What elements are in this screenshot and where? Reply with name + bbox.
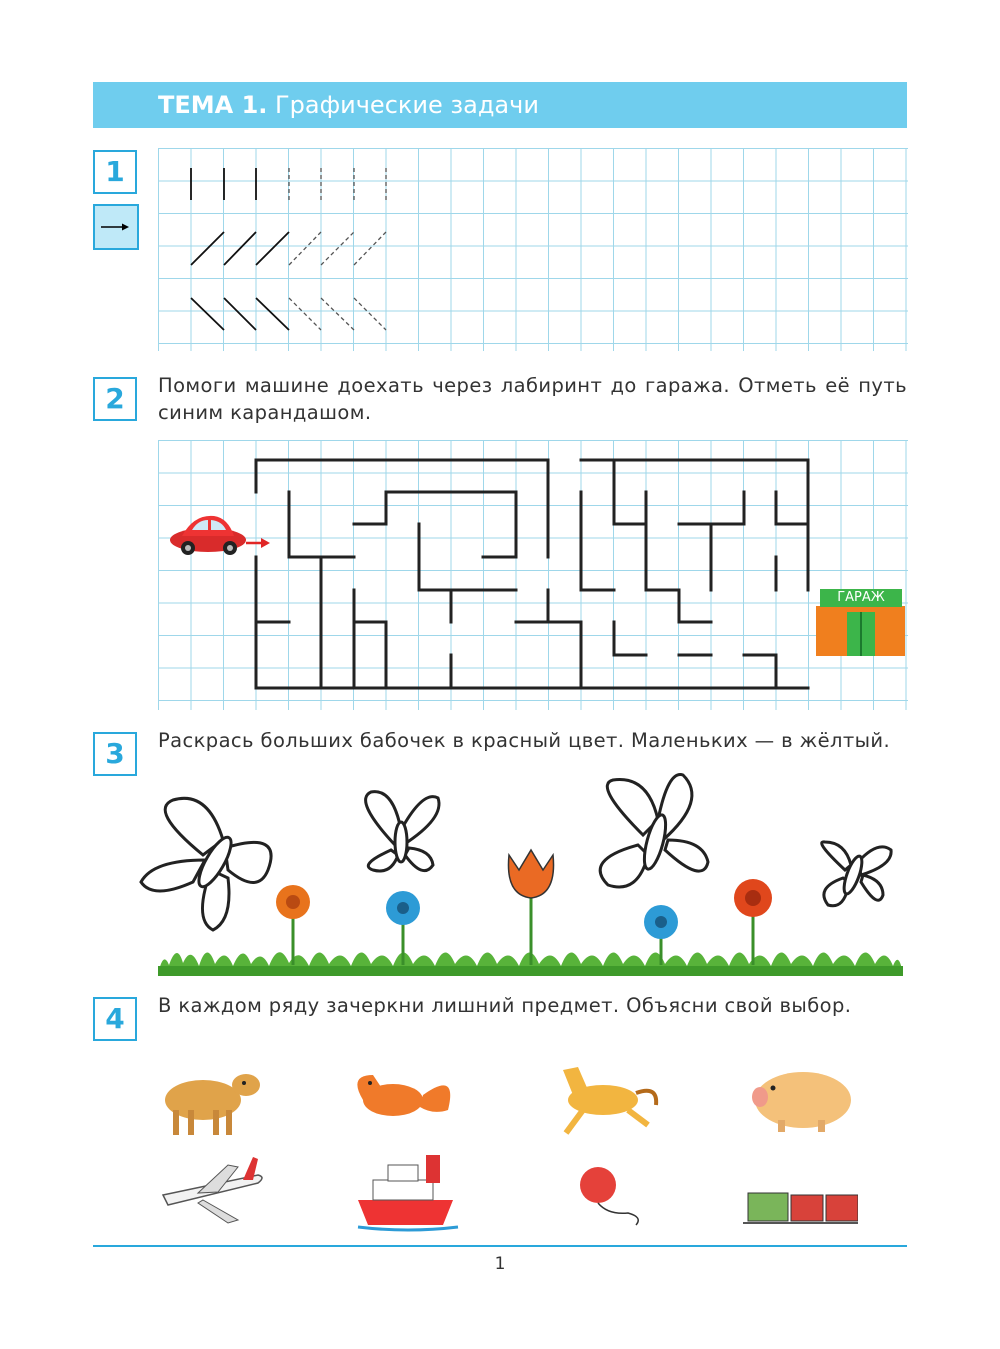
train-icon[interactable] [743,1193,858,1223]
continue-pattern-marker [93,204,139,250]
arrow-right-icon [95,206,137,248]
odd-one-out-pictures[interactable] [158,1055,858,1235]
small-butterfly-icon [822,842,891,906]
task1-pattern-grid[interactable] [158,148,908,351]
task2-instruction: Помоги машине доехать через лабиринт до гаража. Отметь её путь синим карандашом. [158,374,907,424]
blue-flower-icon [386,891,420,965]
car-icon [170,516,246,555]
pattern-strokes [158,148,908,351]
task-number-4: 4 [93,997,137,1041]
topic-heading [158,91,539,119]
balloon-icon[interactable] [580,1167,638,1225]
task2-maze-grid[interactable] [158,440,908,710]
garage-sign: ГАРАЖ [837,590,885,605]
blue-flower-icon [644,905,678,965]
task-number-2: 2 [93,377,137,421]
topic-header [93,82,907,128]
cow-icon[interactable] [165,1074,260,1135]
large-butterfly-icon [600,775,708,887]
task3-instruction: Раскрась больших бабочек в красный цвет. Маленьких — в жёлтый. [158,729,891,752]
page-number: 1 [494,1254,506,1274]
ship-icon[interactable] [358,1155,458,1230]
pig-icon[interactable] [752,1072,851,1132]
large-butterfly-icon [141,798,271,930]
task4-instruction: В каждом ряду зачеркни лишний предмет. Объясни свой выбор. [158,994,852,1017]
butterflies-flowers-illustration[interactable] [133,770,908,980]
task-number-1: 1 [93,150,137,194]
red-arrow-icon [246,538,270,548]
topic-title: Графические задачи [275,91,539,119]
task-number-3: 3 [93,732,137,776]
rose-icon [734,879,772,965]
topic-label: ТЕМА 1. [158,91,268,119]
small-butterfly-icon [366,792,439,871]
maze [158,440,908,710]
footer-divider [93,1245,907,1247]
horse-icon[interactable] [563,1067,656,1133]
airplane-icon[interactable] [163,1157,262,1223]
fox-icon[interactable] [357,1075,450,1116]
tulip-icon [508,850,553,965]
